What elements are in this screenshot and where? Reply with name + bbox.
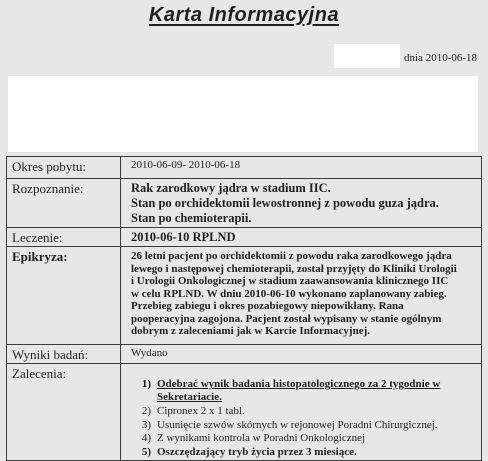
list-item: 2) Cipronex 2 x 1 tabl. bbox=[141, 405, 245, 417]
label-epikryza: Epikryza: bbox=[7, 247, 121, 345]
list-item: 1) Odebrać wynik badania histopatologicznego za 2 tygodnie w Sekretariacie. bbox=[141, 378, 441, 403]
epikryza-line: i Urologii Onkologicznej w stadium zaawansowania klinicznego IIC bbox=[131, 275, 449, 287]
list-item: 4) Z wynikami kontrola w Poradni Onkologicznej bbox=[141, 432, 366, 444]
value-epikryza bbox=[121, 247, 482, 345]
value-zalecenia bbox=[121, 364, 482, 461]
redacted-name-block bbox=[334, 44, 400, 68]
list-item: 3) Usunięcie szwów skórnych w rejonowej Poradni Chirurgicznej. bbox=[141, 418, 438, 431]
document-date: dnia 2010-06-18 bbox=[404, 52, 478, 64]
epikryza-line: pooperacyjna zagojona. Pacjent został wypisany w stanie ogólnym bbox=[131, 312, 442, 325]
list-item: 5) Oszczędzający tryb życia przez 3 miesiące. bbox=[141, 445, 357, 458]
row-zalecenia bbox=[7, 364, 482, 461]
label-okres-pobytu: Okres pobytu: bbox=[7, 157, 121, 179]
epikryza-line: Przebieg zabiegu i okres pozabiegowy niepowikłany. Rana bbox=[131, 300, 404, 312]
info-table bbox=[6, 156, 482, 461]
epikryza-line: dobrym z zaleceniami jak w Karcie Informacyjnej. bbox=[131, 325, 370, 337]
value-okres-pobytu: 2010-06-09- 2010-06-18 bbox=[121, 157, 482, 179]
row-leczenie bbox=[7, 228, 482, 247]
rozpoznanie-line: Stan po chemioterapii. bbox=[131, 211, 252, 225]
redacted-patient-block bbox=[8, 76, 478, 152]
row-okres-pobytu bbox=[7, 157, 482, 179]
row-wyniki-badan bbox=[7, 345, 482, 364]
row-epikryza bbox=[7, 247, 482, 345]
epikryza-line: 26 letni pacjent po orchidektomii z powodu raka zarodkowego jądra bbox=[131, 250, 452, 262]
row-rozpoznanie bbox=[7, 179, 482, 228]
value-wyniki-badan: Wydano bbox=[121, 345, 482, 364]
recommendations-list bbox=[131, 366, 475, 458]
epikryza-line: w celu RPLND. W dniu 2010-06-10 wykonano zaplanowany zabieg. bbox=[131, 287, 447, 300]
value-leczenie: 2010-06-10 RPLND bbox=[121, 228, 482, 247]
rozpoznanie-line: Rak zarodkowy jądra w stadium IIC. bbox=[131, 181, 331, 195]
value-rozpoznanie bbox=[121, 179, 482, 228]
label-wyniki-badan: Wyniki badań: bbox=[7, 345, 121, 364]
rozpoznanie-line: Stan po orchidektomii lewostronnej z powodu guza jądra. bbox=[131, 196, 439, 210]
label-zalecenia: Zalecenia: bbox=[7, 364, 121, 461]
label-rozpoznanie: Rozpoznanie: bbox=[7, 179, 121, 228]
label-leczenie: Leczenie: bbox=[7, 228, 121, 247]
epikryza-line: lewego i następowej chemioterapii, został przyjęty do Kliniki Urologii bbox=[131, 262, 457, 275]
document-title: Karta Informacyjna bbox=[148, 4, 340, 26]
